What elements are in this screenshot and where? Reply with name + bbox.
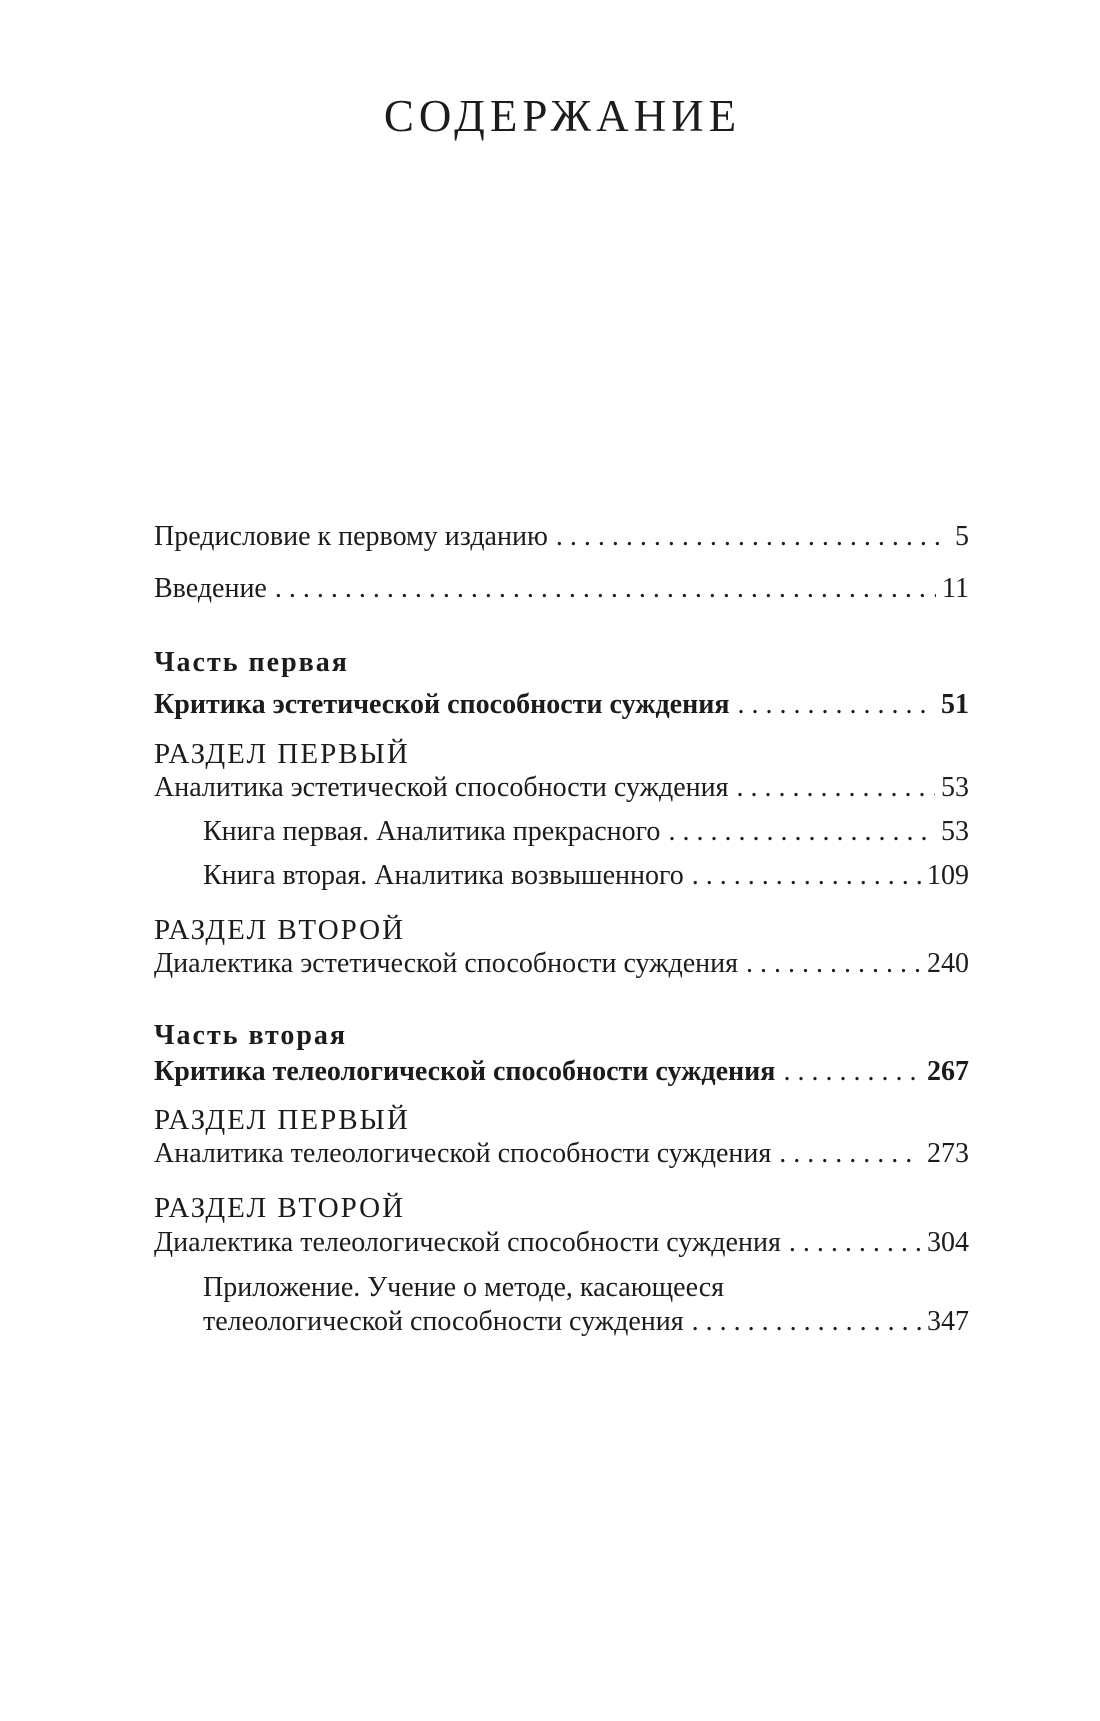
toc-entry-appendix[interactable]: [203, 1305, 969, 1339]
toc-entry-page: 109: [927, 860, 969, 891]
dot-leader: [692, 1305, 921, 1339]
dot-leader: [275, 572, 936, 606]
dot-leader: [779, 1137, 921, 1171]
toc-entry-part1-section2[interactable]: [154, 947, 969, 981]
toc-entry-preface[interactable]: [154, 520, 969, 554]
toc-entry-page: 273: [927, 1138, 969, 1169]
toc-entry-label: Критика телеологической способности суждения: [154, 1056, 776, 1087]
toc-entry-label: Введение: [154, 573, 267, 604]
part-heading-first: Часть первая: [154, 647, 349, 678]
toc-entry-label: Предисловие к первому изданию: [154, 521, 548, 552]
section-heading-part1-first: РАЗДЕЛ ПЕРВЫЙ: [154, 738, 410, 770]
toc-entry-label: телеологической способности суждения: [203, 1306, 684, 1337]
part-heading-second: Часть вторая: [154, 1020, 348, 1051]
dot-leader: [692, 859, 921, 893]
toc-entry-page: 53: [941, 772, 969, 803]
toc-entry-part2-section1[interactable]: [154, 1137, 969, 1171]
toc-entry-page: 267: [927, 1056, 969, 1087]
toc-entry-part2-title[interactable]: [154, 1055, 969, 1089]
toc-entry-label: Диалектика телеологической способности суждения: [154, 1227, 781, 1258]
dot-leader: [736, 771, 935, 805]
toc-entry-part1-title[interactable]: [154, 688, 969, 722]
toc-entry-page: 304: [927, 1227, 969, 1258]
toc-entry-intro[interactable]: [154, 572, 969, 606]
toc-entry-page: 53: [941, 816, 969, 847]
toc-entry-book1[interactable]: [203, 815, 969, 849]
toc-entry-label: Книга вторая. Аналитика возвышенного: [203, 860, 684, 891]
dot-leader: [789, 1226, 921, 1260]
toc-entry-label: Книга первая. Аналитика прекрасного: [203, 816, 661, 847]
toc-entry-part2-section2[interactable]: [154, 1226, 969, 1260]
toc-entry-label: Аналитика эстетической способности суждения: [154, 772, 729, 803]
toc-entry-page: 5: [955, 521, 969, 552]
dot-leader: [746, 947, 921, 981]
toc-entry-page: 51: [941, 689, 969, 720]
toc-entry-label: Диалектика эстетической способности суждения: [154, 948, 739, 979]
section-heading-part2-first: РАЗДЕЛ ПЕРВЫЙ: [154, 1104, 410, 1136]
dot-leader: [556, 520, 943, 554]
toc-entry-page: 240: [927, 948, 969, 979]
page-title: СОДЕРЖАНИЕ: [383, 91, 742, 141]
toc-entry-part1-section1[interactable]: [154, 771, 969, 805]
toc-entry-page: 11: [942, 573, 969, 604]
toc-entry-page: 347: [927, 1306, 969, 1337]
toc-entry-appendix-line1[interactable]: Приложение. Учение о методе, касающееся: [203, 1272, 725, 1303]
toc-entry-book2[interactable]: [203, 859, 969, 893]
dot-leader: [668, 815, 935, 849]
section-heading-part1-second: РАЗДЕЛ ВТОРОЙ: [154, 914, 406, 946]
section-heading-part2-second: РАЗДЕЛ ВТОРОЙ: [154, 1192, 406, 1224]
dot-leader: [738, 688, 935, 722]
toc-entry-label: Критика эстетической способности суждения: [154, 689, 730, 720]
dot-leader: [783, 1055, 921, 1089]
toc-entry-label: Аналитика телеологической способности суждения: [154, 1138, 772, 1169]
